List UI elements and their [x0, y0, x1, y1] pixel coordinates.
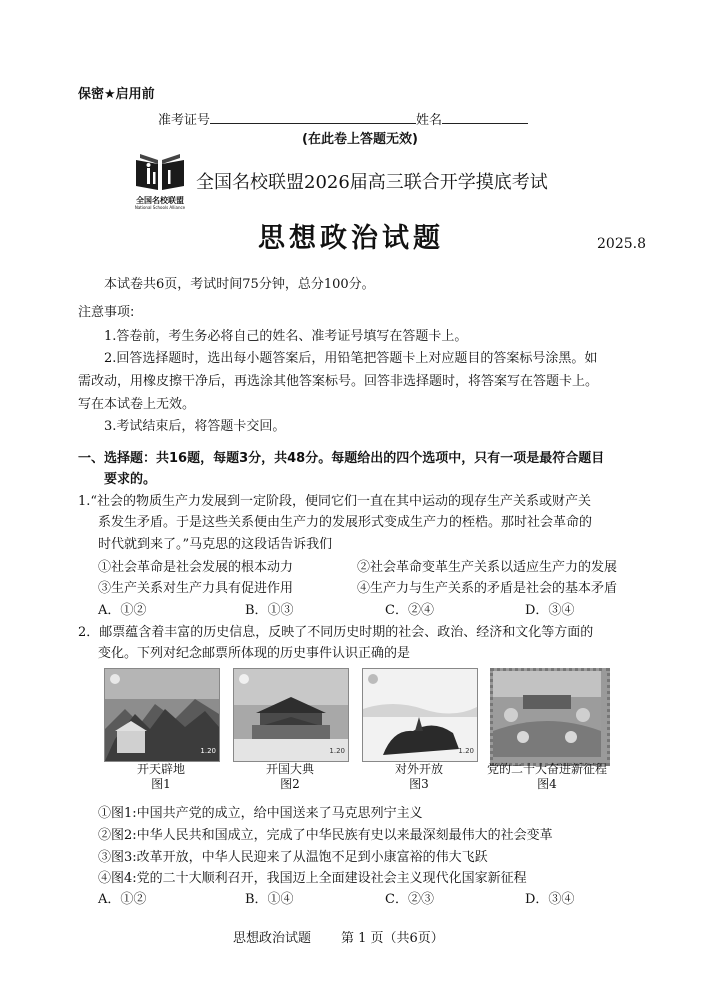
q2-statement: ③图3:改革开放，中华人民迎来了从温饱不足到小康富裕的伟大飞跃 [98, 850, 488, 865]
q2-option-d[interactable]: D．③④ [525, 892, 575, 907]
notice-item: 2.回答选择题时，选出每小题答案后，用铅笔把答题卡上对应题目的答案标号涂黑。如 [104, 351, 598, 366]
section-heading-cont: 要求的。 [104, 472, 157, 487]
exam-date: 2025.8 [597, 236, 646, 252]
footer-page: 第 1 页（共6页） [341, 931, 444, 946]
figure-1-label: 图1 [151, 777, 171, 791]
q1-stem: 时代就到来了。”马克思的这段话告诉我们 [98, 537, 333, 552]
alliance-logo [130, 152, 190, 210]
notice-item: 需改动，用橡皮擦干净后，再选涂其他答案标号。回答非选择题时，将答案写在答题卡上。 [78, 374, 599, 389]
figure-3-caption: 对外开放 [394, 762, 443, 776]
figure-3-label: 图3 [409, 777, 429, 791]
q1-option-a[interactable]: A．①② [98, 603, 147, 618]
figure-4-label: 图4 [537, 777, 557, 791]
q2-stem: 变化。下列对纪念邮票所体现的历史事件认识正确的是 [98, 646, 411, 661]
confidential-label: 保密★启用前 [78, 87, 155, 102]
notice-item: 3.考试结束后，将答题卡交回。 [104, 419, 286, 434]
q1-statement: ①社会革命是社会发展的根本动力 [98, 560, 294, 575]
subject-title: 思想政治试题 [258, 223, 444, 254]
stamp-figure-3 [362, 668, 478, 762]
figure-2-label: 图2 [280, 777, 300, 791]
exam-number-row [158, 111, 528, 130]
logo-text: 全国名校联盟 [136, 196, 184, 205]
stamp-value: 1.20 [329, 747, 345, 755]
intro-text: 本试卷共6页，考试时间75分钟，总分100分。 [104, 277, 375, 292]
stamp-figure-2 [233, 668, 349, 762]
stamp-figure-1 [104, 668, 220, 762]
exam-number-field[interactable] [210, 111, 416, 124]
q1-statement: ④生产力与生产关系的矛盾是社会的基本矛盾 [357, 581, 618, 596]
figure-4-caption: 党的二十大奋进新征程 [486, 762, 607, 776]
notice-item: 写在本试卷上无效。 [78, 397, 196, 412]
book-logo-icon [130, 152, 190, 192]
notice-item: 1.答卷前，考生务必将自己的姓名、准考证号填写在答题卡上。 [104, 329, 468, 344]
logo-subtext: National Schools Alliance [134, 205, 186, 210]
figure-1-caption: 开天辟地 [136, 762, 185, 776]
q1-stem: 1.“社会的物质生产力发展到一定阶段，便同它们一直在其中运动的现存生产关系或财产关 [78, 494, 592, 509]
q1-option-c[interactable]: C．②④ [385, 603, 434, 618]
invalid-answer-note: (在此卷上答题无效) [302, 132, 418, 147]
name-label: 姓名 [416, 113, 443, 128]
q1-statement: ②社会革命变革生产关系以适应生产力的发展 [357, 560, 618, 575]
q2-option-b[interactable]: B．①④ [245, 892, 294, 907]
q2-option-a[interactable]: A．①② [98, 892, 147, 907]
exam-number-label: 准考证号 [158, 113, 211, 128]
exam-title: 全国名校联盟2026届高三联合开学摸底考试 [196, 172, 548, 193]
stamp-value: 1.20 [200, 747, 216, 755]
q2-statement: ④图4:党的二十大顺利召开，我国迈上全面建设社会主义现代化国家新征程 [98, 871, 527, 886]
q1-stem: 系发生矛盾。于是这些关系便由生产力的发展形式变成生产力的桎梏。那时社会革命的 [98, 515, 593, 530]
q2-statement: ②图2:中华人民共和国成立，完成了中华民族有史以来最深刻最伟大的社会变革 [98, 828, 553, 843]
stamp-figure-4 [490, 668, 610, 766]
q2-statement: ①图1:中国共产党的成立，给中国送来了马克思列宁主义 [98, 806, 423, 821]
figure-2-caption: 开国大典 [265, 762, 314, 776]
q1-option-b[interactable]: B．①③ [245, 603, 294, 618]
q1-option-d[interactable]: D．③④ [525, 603, 575, 618]
footer-subject: 思想政治试题 [233, 931, 312, 946]
stamp-value: 1.20 [458, 747, 474, 755]
section-heading: 一、选择题：共16题，每题3分，共48分。每题给出的四个选项中，只有一项是最符合题目 [78, 451, 605, 466]
q2-option-c[interactable]: C．②③ [385, 892, 434, 907]
q1-statement: ③生产关系对生产力具有促进作用 [98, 581, 294, 596]
notice-title: 注意事项: [78, 305, 135, 320]
name-field[interactable] [442, 111, 528, 124]
q2-stem: 2．邮票蕴含着丰富的历史信息，反映了不同历史时期的社会、政治、经济和文化等方面的 [78, 625, 594, 640]
